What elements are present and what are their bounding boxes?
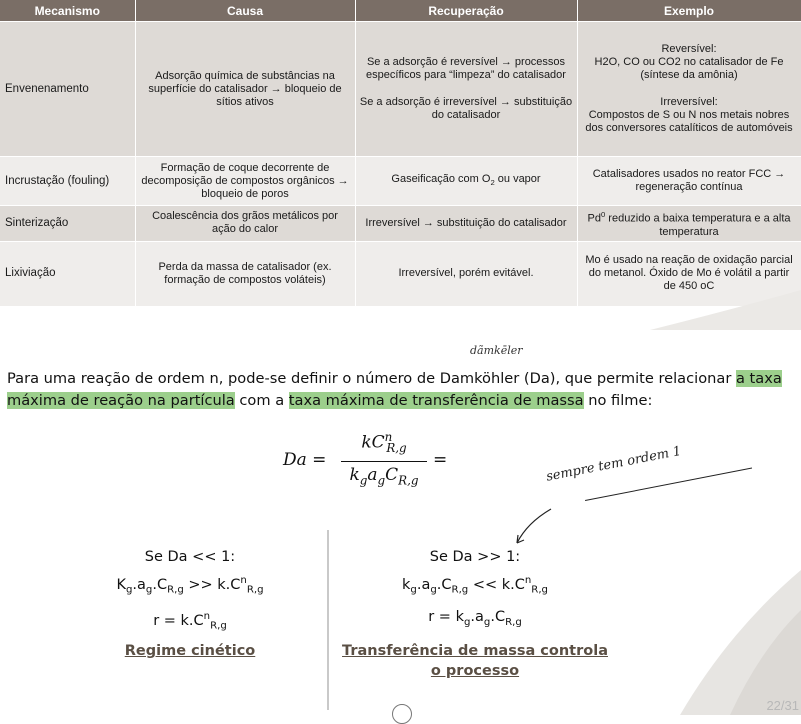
formula-trailing-equals: =	[433, 450, 448, 470]
cell-recovery	[355, 157, 577, 206]
header-recuperacao: Recuperação	[355, 0, 577, 22]
cell-cause: Adsorção química de substâncias na superfície do catalisador → bloqueio de sítios ativos	[135, 22, 355, 157]
formula-denominator: $k_ga_gC_{R,g}$	[349, 465, 419, 488]
paragraph-text-mid: com a	[234, 392, 289, 409]
low-damkohler-case	[60, 545, 320, 661]
cell-example	[577, 22, 801, 157]
regime-kinetic-label: Regime cinético	[124, 643, 256, 659]
regime-mass-transfer-label-2: o processo	[430, 663, 520, 679]
decorative-corner-shape	[640, 570, 801, 715]
example-irreversible: Compostos de S ou N nos metais nobres dos conversores catalíticos de automóveis	[585, 109, 793, 134]
high-damkohler-case	[340, 545, 610, 681]
column-divider	[327, 530, 329, 710]
partial-circle-icon	[392, 704, 412, 724]
damkohler-paragraph	[7, 368, 799, 412]
catalyst-deactivation-table	[0, 0, 801, 306]
table-row	[0, 206, 801, 242]
recovery-text-end: ou vapor	[494, 172, 541, 185]
cell-recovery: Irreversível → substituição do catalisador	[355, 206, 577, 242]
superscript-0: 0	[600, 210, 606, 219]
regime-mass-transfer-label-1: Transferência de massa controla	[342, 643, 608, 659]
formula-lhs: Da =	[283, 450, 327, 470]
handwritten-arrow-icon	[515, 505, 555, 545]
cell-cause: Coalescência dos grãos metálicos por ação do calor	[135, 206, 355, 242]
subscript-2: 2	[490, 178, 495, 188]
inequality-low: $K_g.a_g.C_{R,g} >> k.C^n_{R,g}$	[116, 575, 264, 596]
cell-mechanism: Lixiviação	[0, 241, 135, 306]
condition-high: Se Da >> 1:	[429, 549, 521, 565]
recovery-irreversible: Se a adsorção é irreversível → substituição do catalisador	[359, 96, 573, 121]
rate-expression-mass-transfer: $r = k_g.a_g.C_{R,g}$	[428, 609, 522, 628]
condition-low: Se Da << 1:	[144, 549, 236, 565]
highlight-mass-transfer: taxa máxima de transferência de massa	[288, 392, 584, 409]
example-reversible: H2O, CO ou CO2 no catalisador de Fe (síntese da amônia)	[594, 56, 784, 81]
cell-mechanism: Sinterização	[0, 206, 135, 242]
cell-example: Mo é usado na reação de oxidação parcial do metanol. Óxido de Mo é volátil a partir de 450 oC	[577, 241, 801, 306]
rate-expression-kinetic: $r = k.C^n_{R,g}$	[153, 611, 227, 632]
paragraph-text: Para uma reação de ordem n, pode-se definir o número de Damköhler (Da), que permite relacionar	[7, 370, 736, 387]
cell-example: Catalisadores usados no reator FCC → regeneração contínua	[577, 157, 801, 206]
cell-mechanism: Envenenamento	[0, 22, 135, 157]
example-text: Pd	[587, 212, 601, 225]
header-mecanismo: Mecanismo	[0, 0, 135, 22]
formula-numerator: $kC^n_{R,g}$	[361, 430, 407, 456]
inequality-high: $k_g.a_g.C_{R,g} << k.C^n_{R,g}$	[402, 575, 548, 596]
cell-cause: Perda da massa de catalisador (ex. formação de compostos voláteis)	[135, 241, 355, 306]
handwritten-pronunciation: dãmkēler	[470, 344, 523, 357]
table-header-row	[0, 0, 801, 22]
highlight-reaction-rate: a taxa máxima de reação na partícula	[7, 370, 782, 409]
example-irreversible-heading: Irreversível:	[660, 96, 718, 108]
cell-mechanism: Incrustação (fouling)	[0, 157, 135, 206]
example-reversible-heading: Reversível:	[661, 43, 717, 55]
fraction-bar	[341, 461, 427, 462]
recovery-text: Gaseificação com O	[391, 172, 491, 185]
cell-cause: Formação de coque decorrente de decomposição de compostos orgânicos → bloqueio de poros	[135, 157, 355, 206]
decorative-swoosh-shape	[650, 290, 801, 330]
table-row	[0, 157, 801, 206]
cell-example	[577, 206, 801, 242]
handwritten-note: sempre tem ordem 1	[545, 443, 683, 485]
header-causa: Causa	[135, 0, 355, 22]
example-text-end: reduzido a baixa temperatura e a alta temperatura	[605, 212, 791, 238]
table-row	[0, 22, 801, 157]
paragraph-text-end: no filme:	[583, 392, 653, 409]
page-number: 22/31	[766, 698, 799, 713]
cell-recovery: Irreversível, porém evitável.	[355, 241, 577, 306]
cell-recovery	[355, 22, 577, 157]
header-exemplo: Exemplo	[577, 0, 801, 22]
recovery-reversible: Se a adsorção é reversível → processos específicos para “limpeza” do catalisador	[366, 56, 566, 81]
